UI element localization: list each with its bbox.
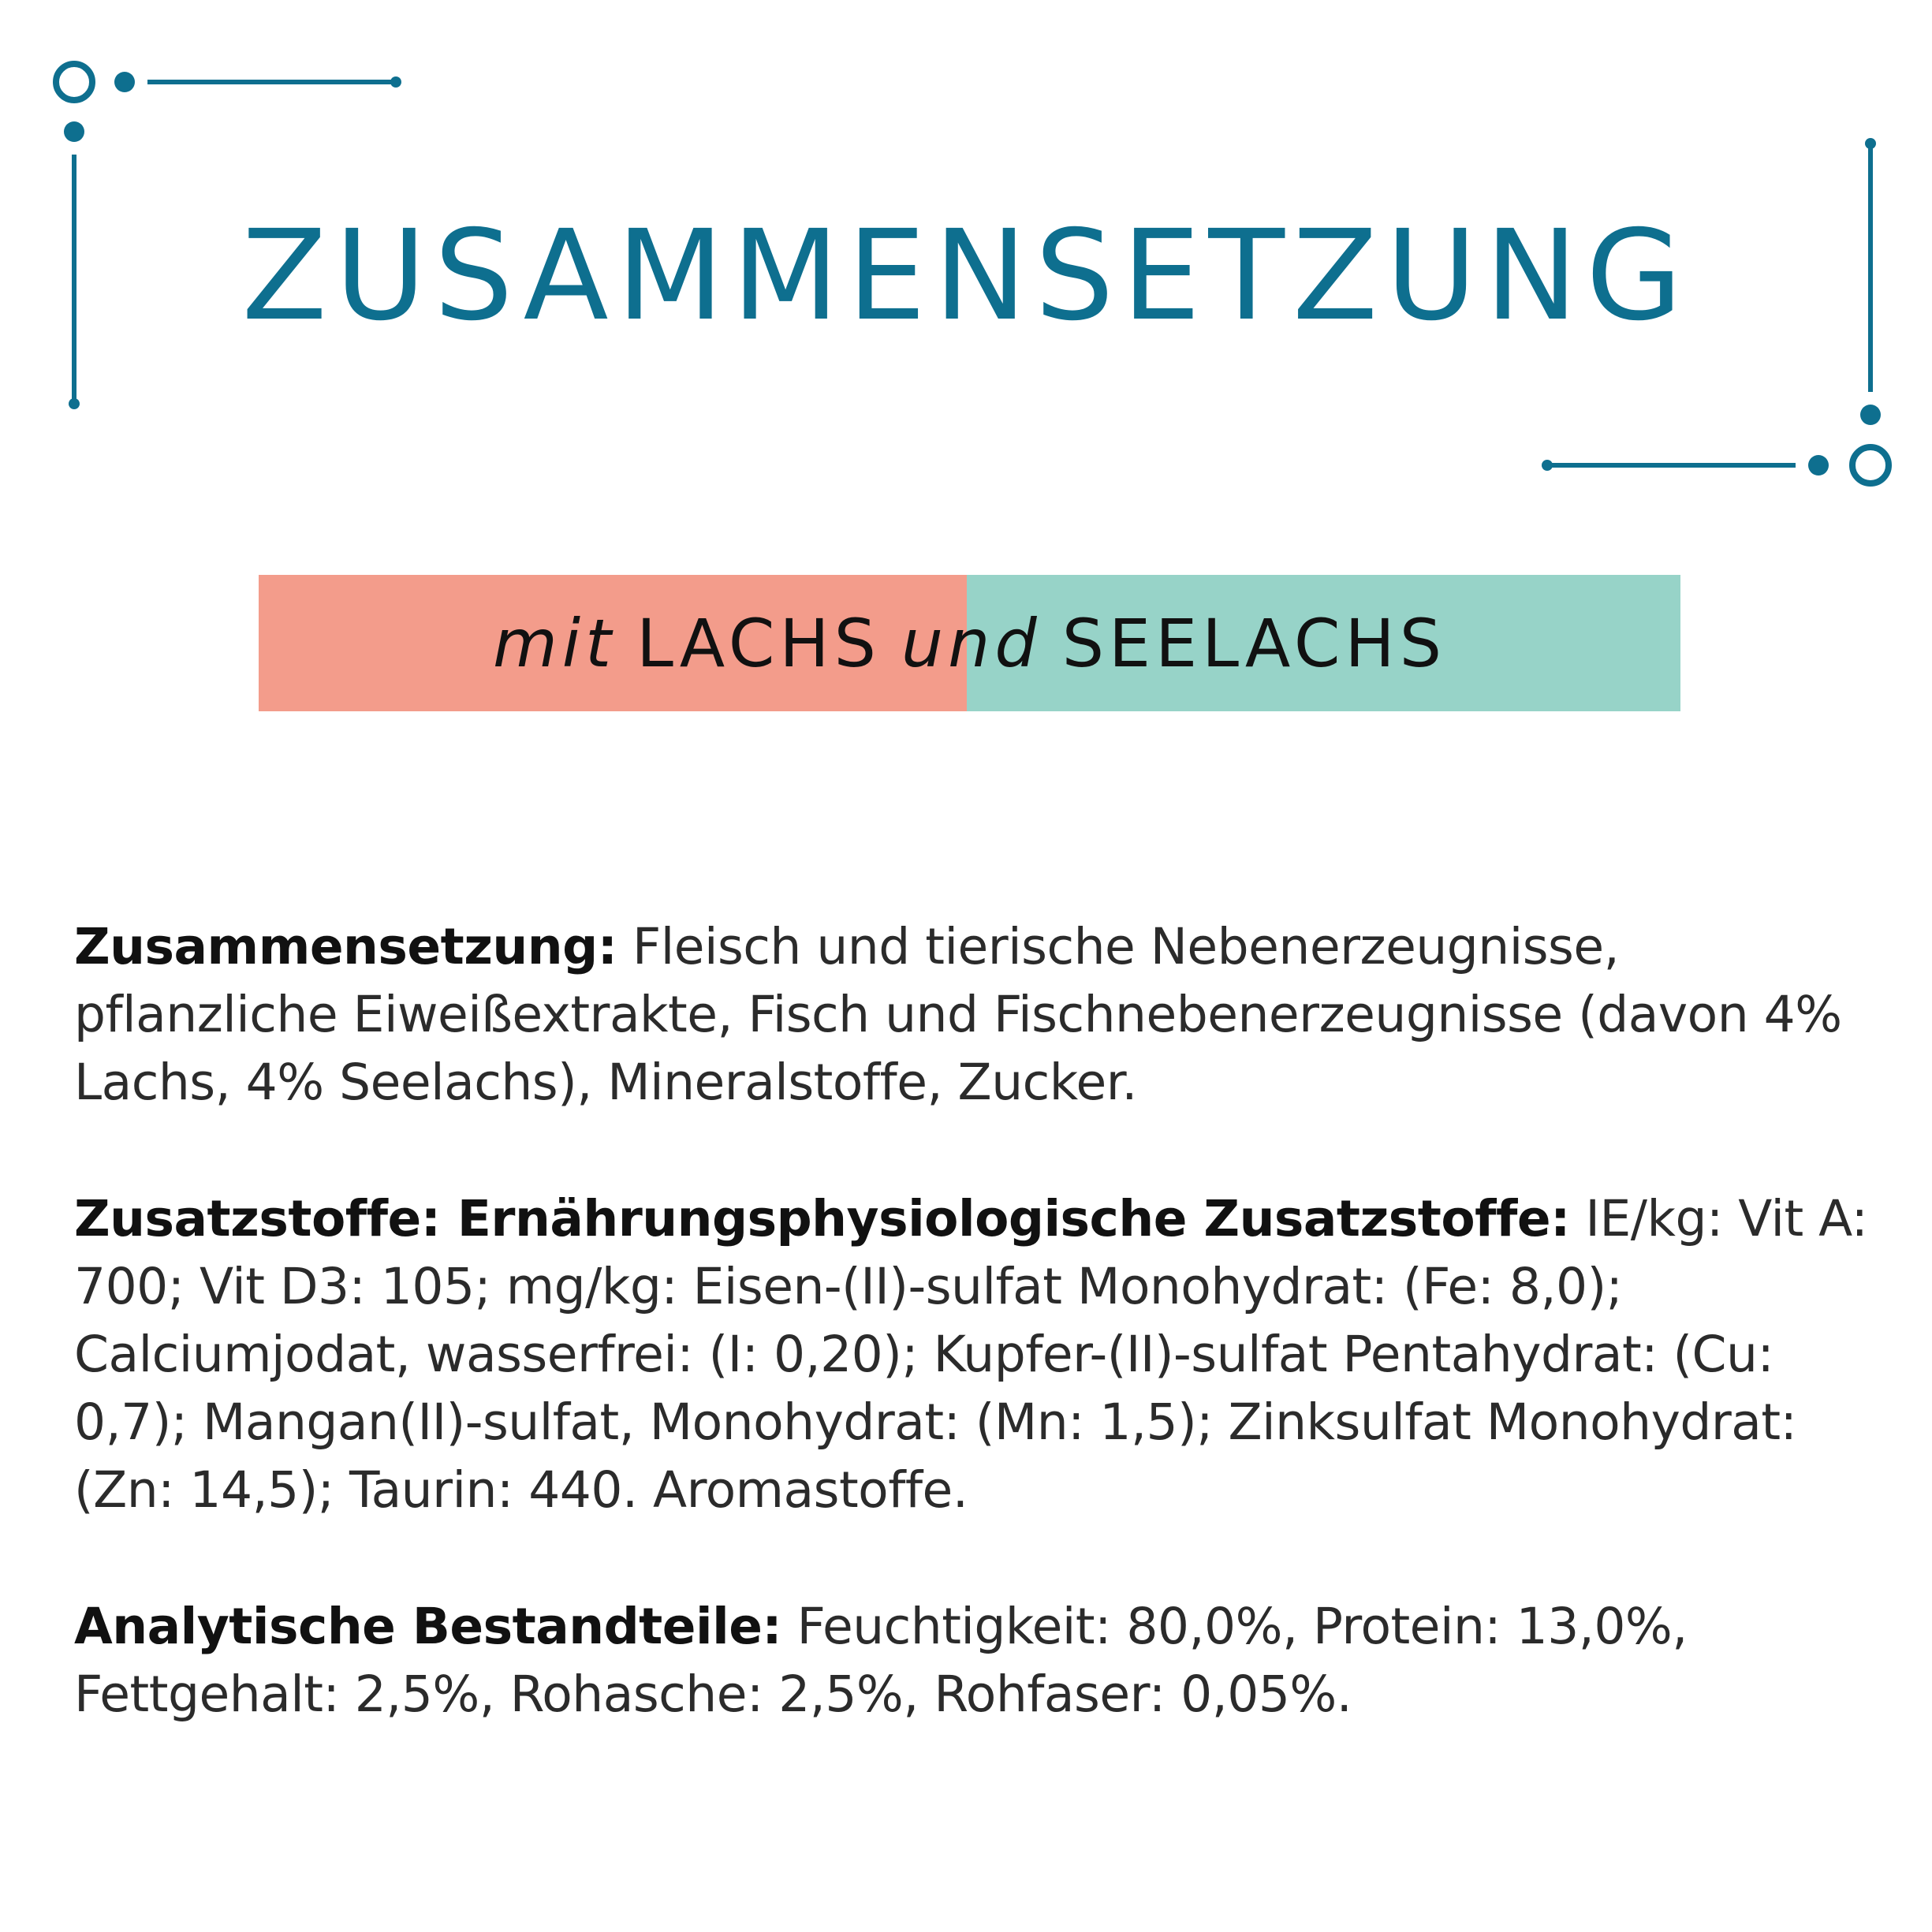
line-end-dot-icon <box>390 76 401 88</box>
open-circle-icon <box>1852 447 1889 483</box>
ingredients-content <box>74 913 1880 1797</box>
line-end-dot-icon <box>1542 460 1553 471</box>
line-end-dot-icon <box>1865 138 1876 149</box>
line-end-dot-icon <box>69 398 80 409</box>
composition-label: Zusammensetzung: <box>74 918 617 975</box>
flavor-banner <box>259 575 1680 711</box>
dot-icon <box>1808 455 1829 476</box>
additives-text: IE/kg: Vit A: 700; Vit D3: 105; mg/kg: Eisen-(II)-sulfat Monohydrat: (Fe: 8,0); Calciumjodat, wasserfrei: (I: 0,20); Kupfer-(II)-sulfat Pentahydrat: (Cu: 0,7); Mangan(II)-sulfat, Monohydrat: (Mn: 1,5); Zinksulfat Monohydrat: (Zn: 14,5); Taurin: 440. Aromastoffe. <box>74 1190 1868 1519</box>
additives-paragraph <box>74 1185 1880 1524</box>
open-circle-icon <box>56 64 92 100</box>
composition-paragraph <box>74 913 1880 1117</box>
page-title: ZUSAMMENSETZUNG <box>241 203 1691 349</box>
flavor-banner-text <box>259 575 1680 711</box>
dot-icon <box>64 121 84 142</box>
banner-word-und: und <box>901 604 1042 682</box>
analytical-text: Feuchtigkeit: 80,0%, Protein: 13,0%, Fettgehalt: 2,5%, Rohasche: 2,5%, Rohfaser: 0,05%. <box>74 1598 1688 1723</box>
banner-word-lachs: LACHS <box>636 604 881 682</box>
banner-word-seelachs: SEELACHS <box>1061 604 1447 682</box>
composition-text: Fleisch und tierische Nebenerzeugnisse, pflanzliche Eiweißextrakte, Fisch und Fischnebenerzeugnisse (davon 4% Lachs, 4% Seelachs), Mineralstoffe, Zucker. <box>74 918 1842 1111</box>
dot-icon <box>114 72 135 92</box>
analytical-label: Analytische Bestandteile: <box>74 1598 782 1655</box>
additives-label: Zusatzstoffe: Ernährungsphysiologische Zusatzstoffe: <box>74 1190 1570 1248</box>
analytical-paragraph <box>74 1593 1880 1729</box>
dot-icon <box>1860 405 1881 425</box>
banner-word-mit: mit <box>492 604 617 682</box>
